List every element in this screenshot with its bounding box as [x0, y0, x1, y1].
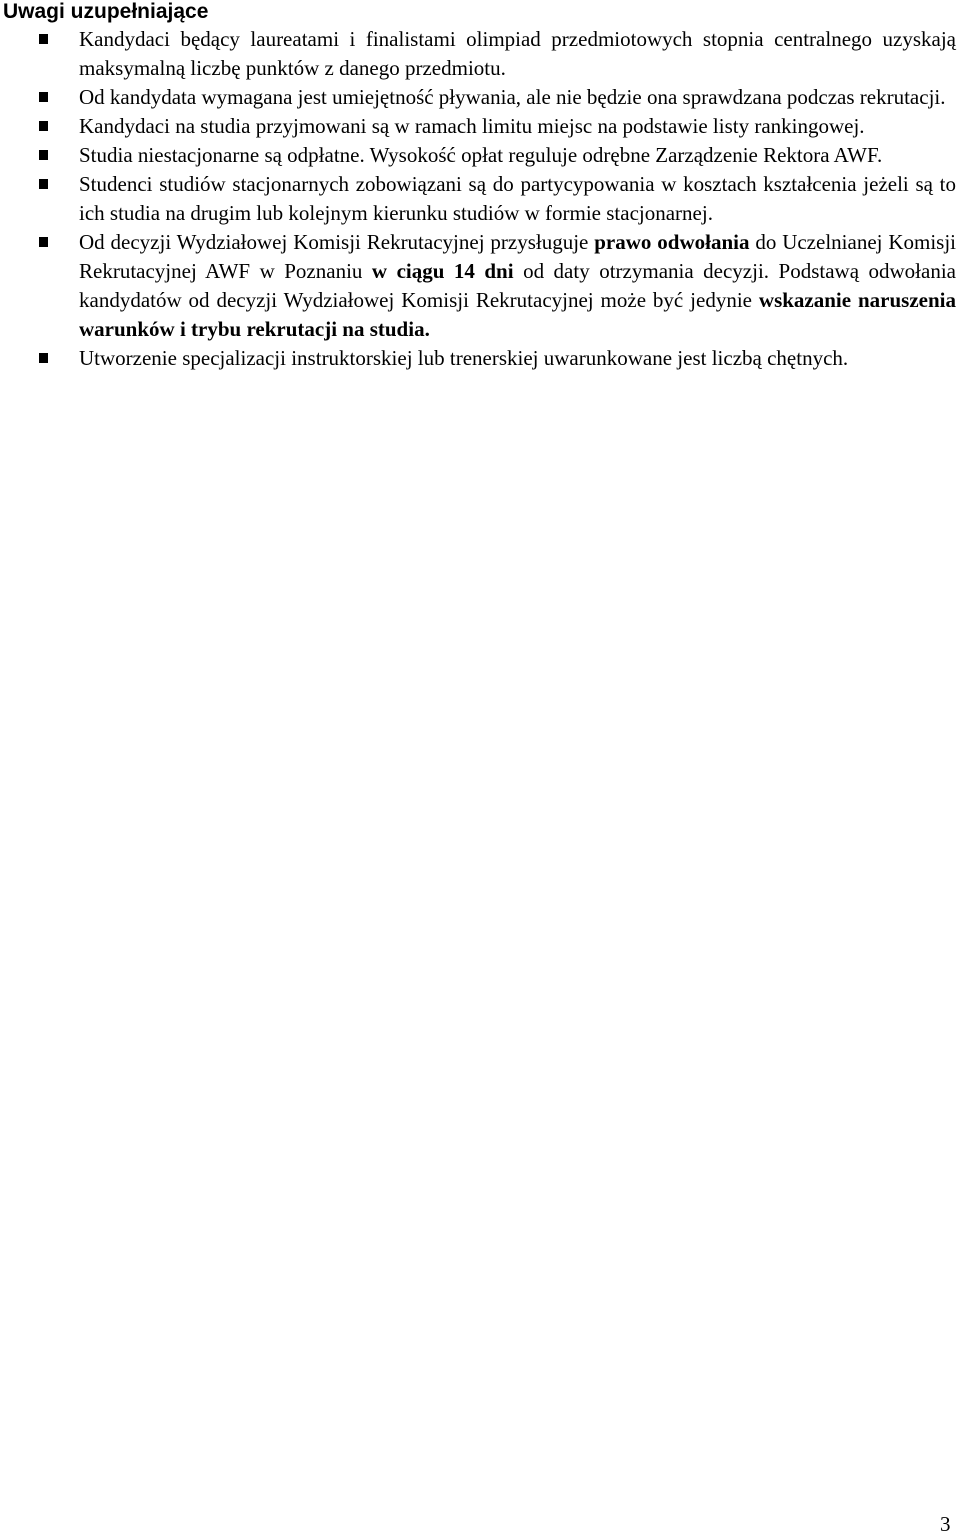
note-bold-text: w ciągu 14 dni — [371, 259, 514, 283]
notes-list — [0, 25, 960, 373]
note-item — [0, 141, 956, 170]
square-bullet-icon — [39, 150, 48, 160]
square-bullet-icon — [39, 92, 48, 102]
square-bullet-icon — [39, 121, 48, 131]
note-item — [0, 25, 956, 83]
note-text: Kandydaci na studia przyjmowani są w ramach limitu miejsc na podstawie listy rankingowej. — [79, 114, 865, 138]
note-item — [0, 344, 956, 373]
square-bullet-icon — [39, 34, 48, 44]
note-text: Studenci studiów stacjonarnych zobowiązani są do partycypowania w kosztach kształcenia jeżeli są to ich studia na drugim lub kolejnym kierunku studiów w formie stacjonarnej. — [79, 172, 956, 225]
note-bold-text: wskazanie naruszenia warunków i trybu rekrutacji na studia. — [79, 288, 957, 341]
note-text: Od kandydata wymagana jest umiejętność pływania, ale nie będzie ona sprawdzana podczas rekrutacji. — [79, 85, 946, 109]
note-item-appeal — [0, 228, 956, 344]
note-text: Kandydaci będący laureatami i finalistami olimpiad przedmiotowych stopnia centralnego uzyskają maksymalną liczbę punktów z danego przedmiotu. — [79, 27, 956, 80]
section-heading: Uwagi uzupełniające — [3, 0, 209, 23]
note-item — [0, 83, 956, 112]
note-item — [0, 170, 956, 228]
note-text: od daty otrzymania decyzji. Podstawą odwołania kandydatów od decyzji Wydziałowej Komisji Rekrutacyjnej może być jedynie — [79, 259, 956, 312]
square-bullet-icon — [39, 179, 48, 189]
note-text: Studia niestacjonarne są odpłatne. Wysokość opłat reguluje odrębne Zarządzenie Rektora AWF. — [79, 143, 883, 167]
note-text: do Uczelnianej Komisji Rekrutacyjnej AWF w Poznaniu — [79, 230, 957, 283]
page-number: 3 — [940, 1512, 951, 1536]
square-bullet-icon — [39, 237, 48, 247]
note-item — [0, 112, 956, 141]
square-bullet-icon — [39, 353, 48, 363]
note-bold-text: prawo odwołania — [594, 230, 750, 254]
note-text: Od decyzji Wydziałowej Komisji Rekrutacyjnej przysługuje — [79, 230, 595, 254]
note-text: Utworzenie specjalizacji instruktorskiej lub trenerskiej uwarunkowane jest liczbą chętnych. — [79, 346, 849, 370]
